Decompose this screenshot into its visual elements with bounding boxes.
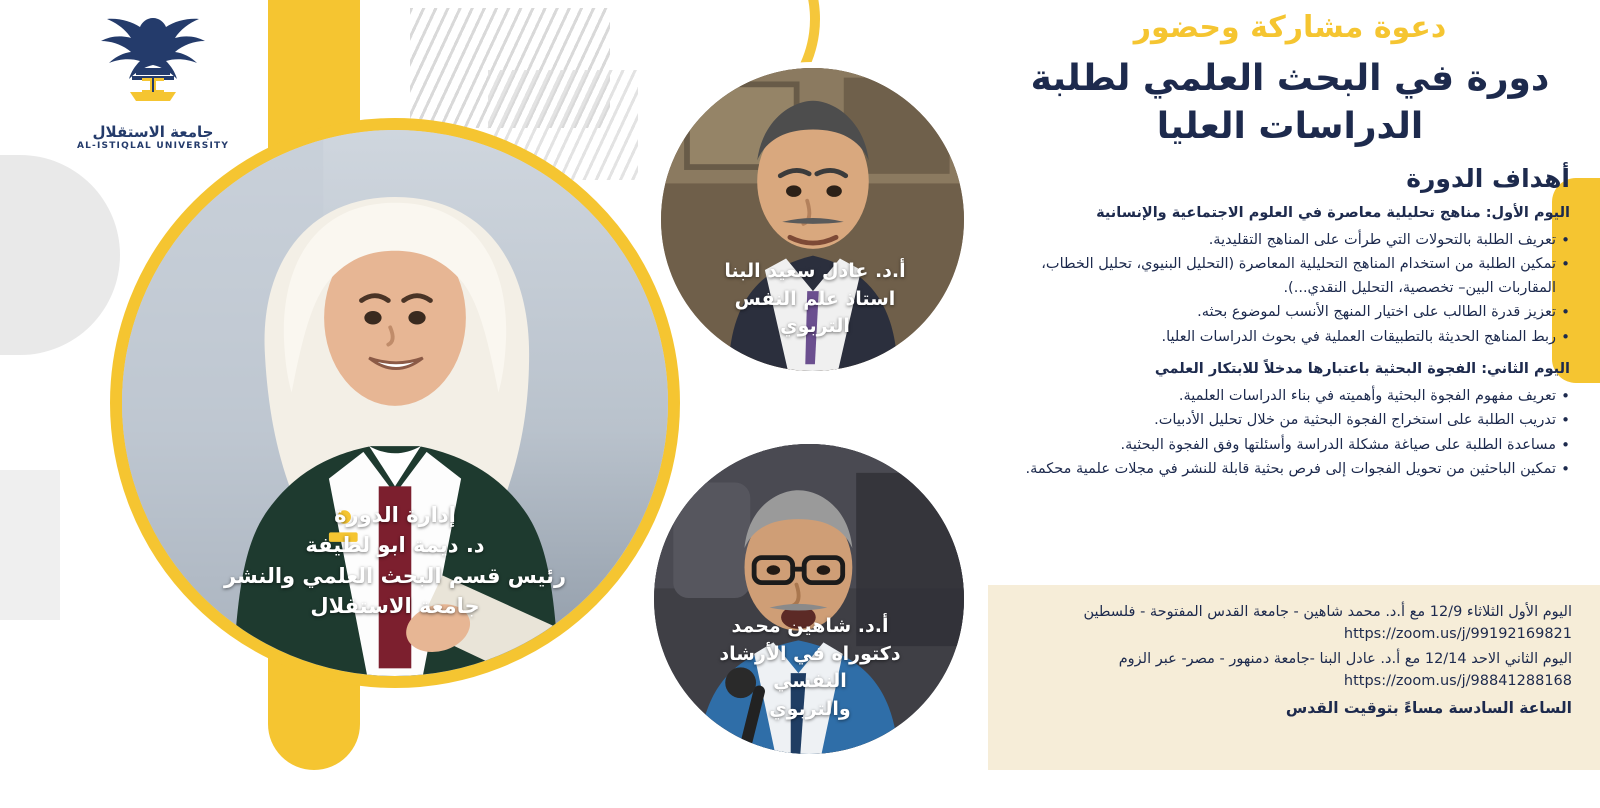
speaker-caption-main [170, 500, 620, 622]
speaker-top-title-2: التربوي [780, 315, 850, 338]
speaker-caption-bottom [680, 613, 940, 723]
speaker-main-title-2: جامعة الاستقلال [310, 594, 480, 619]
page-title: دورة في البحث العلمي لطلبة الدراسات العليا [1030, 58, 1550, 147]
zoom-link-day-one[interactable]: https://zoom.us/j/99192169821 [1343, 626, 1572, 643]
day-two-heading: اليوم الثاني: الفجوة البحثية باعتبارها مدخلاً للابتكار العلمي [1154, 361, 1570, 378]
list-item: • تعزيز قدرة الطالب على اختيار المنهج الأنسب لموضوع بحثه. [1010, 301, 1570, 324]
list-item: • تعريف الطلبة بالتحولات التي طرأت على المناهج التقليدية. [1010, 229, 1570, 252]
speaker-main-name: د. ديمة ابو لطيفة [305, 533, 485, 558]
list-item: • تمكين الباحثين من تحويل الفجوات إلى فرص بحثية قابلة للنشر في مجلات علمية محكمة. [1010, 458, 1570, 481]
list-item: • تمكين الطلبة من استخدام المناهج التحليلية المعاصرة (التحليل البنيوي، تحليل الخطاب، المقاربات البين– تخصصية، التحليل النقدي...). [1010, 253, 1570, 300]
speaker-caption-top [690, 258, 940, 341]
schedule-day-two: اليوم الثاني الاحد 12/14 مع أ.د. عادل البنا -جامعة دمنهور - مصر- عبر الزوم [1118, 651, 1572, 668]
day-one-objectives-list [1010, 229, 1570, 349]
schedule-day-one: اليوم الأول الثلاثاء 12/9 مع أ.د. محمد شاهين - جامعة القدس المفتوحة - فلسطين [1083, 604, 1572, 620]
list-item: • تدريب الطلبة على استخراج الفجوة البحثية من خلال تحليل الأدبيات. [1010, 409, 1570, 432]
zoom-link-day-two[interactable]: https://zoom.us/j/98841288168 [1343, 673, 1572, 690]
speaker-bottom-title-1: دكتوراه في الأرشاد النفسي [719, 642, 901, 693]
logo-name-en: AL-ISTIQLAL UNIVERSITY [76, 141, 230, 151]
speaker-main-title-1: رئيس قسم البحث العلمي والنشر [223, 563, 567, 588]
grey-left-square-decor [0, 470, 60, 620]
content-column [1010, 10, 1570, 483]
list-item: • ربط المناهج الحديثة بالتطبيقات العملية في بحوث الدراسات العليا. [1010, 326, 1570, 349]
speaker-bottom-name: أ.د. شاهين محمد [731, 615, 889, 637]
invitation-kicker: دعوة مشاركة وحضور [1133, 10, 1447, 45]
speaker-top-title-1: استاذ علم النفس [734, 287, 896, 310]
speaker-main-role: إدارة الدورة [334, 503, 456, 527]
speaker-bottom-title-2: والتربوي [769, 697, 851, 720]
day-one-heading: اليوم الأول: مناهج تحليلية معاصرة في العلوم الاجتماعية والإنسانية [1096, 205, 1570, 222]
list-item: • مساعدة الطلبة على صياغة مشكلة الدراسة وأسئلتها وفق الفجوة البحثية. [1010, 434, 1570, 457]
day-two-objectives-list [1010, 385, 1570, 482]
university-logo [58, 12, 248, 157]
schedule-time: الساعة السادسة مساءً بتوقيت القدس [1285, 699, 1572, 718]
eagle-emblem-icon [58, 12, 248, 117]
objectives-heading: أهداف الدورة [1406, 164, 1570, 194]
schedule-info-box [988, 585, 1600, 770]
speaker-top-name: أ.د. عادل سعيد البنا [724, 260, 906, 282]
list-item: • تعريف مفهوم الفجوة البحثية وأهميته في بناء الدراسات العلمية. [1010, 385, 1570, 408]
grey-left-shape-decor [0, 155, 120, 355]
logo-name-ar: جامعة الاستقلال [92, 123, 214, 141]
